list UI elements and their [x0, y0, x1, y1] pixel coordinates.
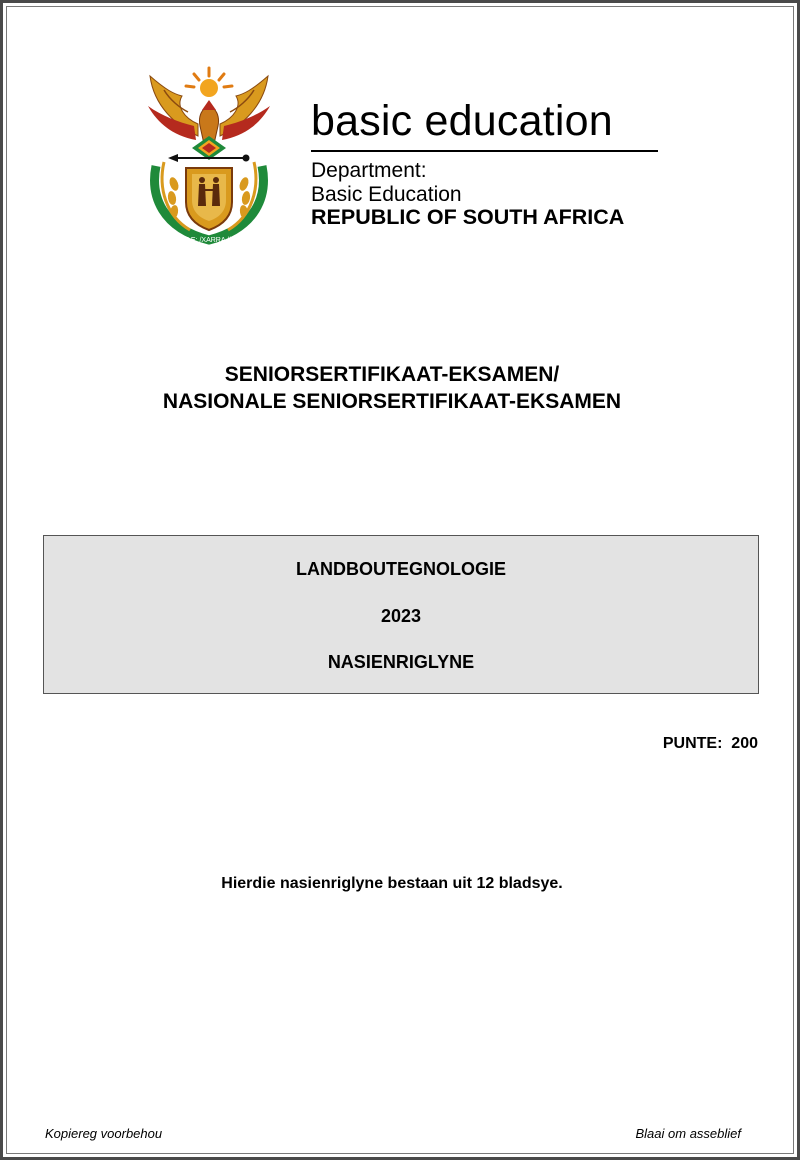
department-name: Basic Education: [311, 183, 462, 206]
department-label: Department:: [311, 159, 427, 182]
brand-divider: [311, 150, 658, 152]
copyright-footer: Kopiereg voorbehou: [45, 1126, 163, 1141]
exam-title-line-2: NASIONALE SENIORSERTIFIKAAT-EKSAMEN: [162, 390, 622, 413]
subject-box: [43, 535, 759, 694]
crest-motto: !KE E: /XARRA //KE: [177, 237, 241, 244]
total-marks: PUNTE: 200: [662, 735, 758, 752]
exam-year: 2023: [380, 606, 422, 626]
coat-of-arms-emblem: [136, 66, 282, 246]
protea-flower-icon: [192, 136, 226, 160]
country-name: REPUBLIC OF SOUTH AFRICA: [311, 205, 625, 229]
sun-icon: [186, 68, 232, 97]
subject-title: LANDBOUTEGNOLOGIE: [296, 559, 506, 579]
brand-wordmark: basic education: [311, 97, 613, 145]
page-count-note: Hierdie nasienriglyne bestaan uit 12 bladsye.: [221, 875, 563, 892]
shield-icon: [186, 168, 232, 230]
turn-over-footer: Blaai om asseblief: [635, 1126, 741, 1141]
document-type: NASIENRIGLYNE: [327, 652, 475, 672]
exam-title-line-1: SENIORSERTIFIKAAT-EKSAMEN/: [224, 363, 560, 386]
